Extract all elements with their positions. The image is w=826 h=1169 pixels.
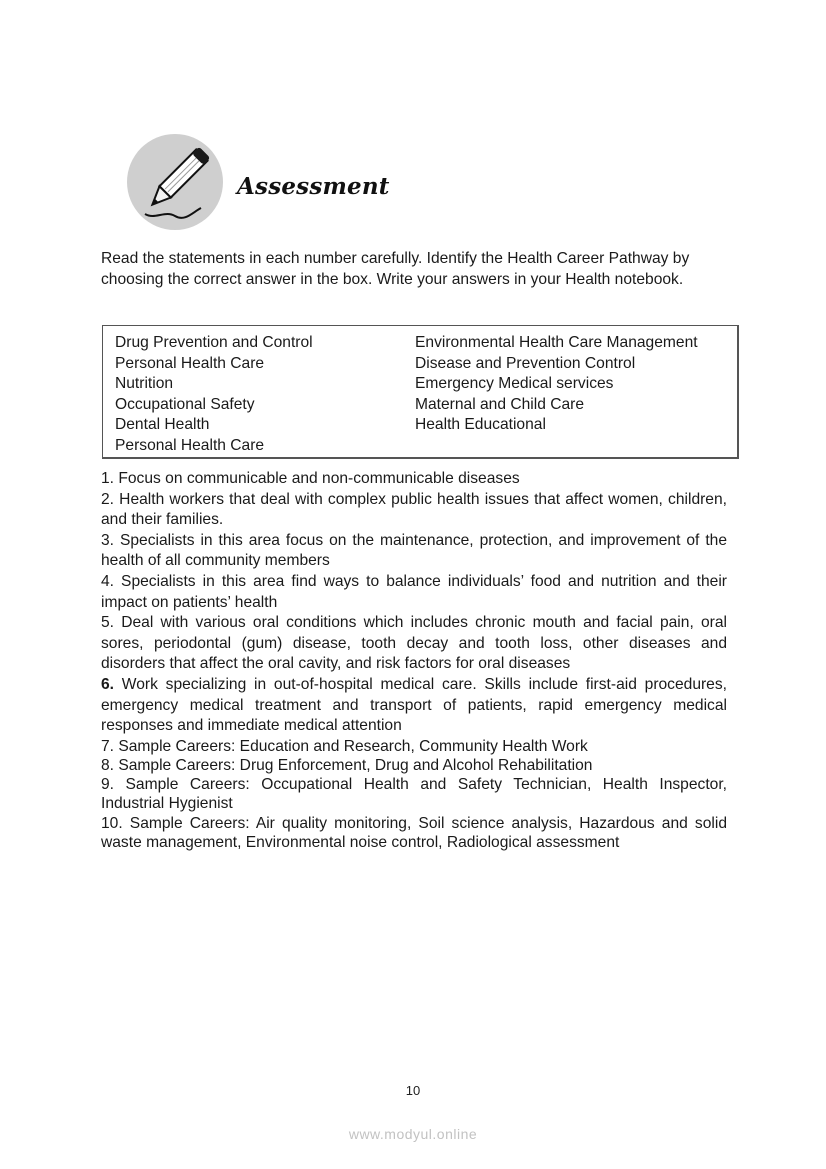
choice-item: Drug Prevention and Control: [115, 334, 313, 351]
choice-item: Personal Health Care: [115, 436, 265, 454]
question-item: [101, 531, 727, 572]
question-number: 3.: [101, 531, 115, 549]
question-item: [101, 675, 727, 737]
question-item: [101, 775, 727, 813]
question-number: 8.: [101, 756, 115, 774]
question-item: [101, 613, 727, 675]
question-text: Deal with various oral conditions which includes chronic mouth and facial pain, oral sores, periodontal (gum) disease, tooth decay and tooth loss, other diseases and disorders that affect the oral cavity, and risk factors for oral diseases: [101, 614, 727, 673]
question-text: Health workers that deal with complex public health issues that affect women, children, and their families.: [101, 490, 727, 529]
question-list: [101, 469, 727, 852]
choice-item: Emergency Medical services: [415, 375, 614, 393]
choice-item: Occupational Safety: [115, 395, 255, 413]
question-item: [101, 737, 727, 756]
section-header: [127, 134, 390, 230]
question-number: 9.: [101, 776, 115, 794]
question-number: 4.: [101, 572, 115, 590]
question-number: 1.: [101, 470, 115, 487]
question-text: Sample Careers: Air quality monitoring, Soil science analysis, Hazardous and solid waste management, Environmental noise control, Radiological assessment: [101, 814, 727, 851]
question-text: Specialists in this area focus on the maintenance, protection, and improvement of the health of all community members: [101, 531, 727, 570]
question-item: [101, 490, 727, 531]
question-number: 2.: [101, 490, 115, 508]
question-item: [101, 756, 727, 775]
question-number: 10.: [101, 814, 123, 832]
choices-right-column: [415, 333, 698, 436]
choice-item: Personal Health Care: [115, 354, 265, 372]
answer-choices-box: [102, 325, 739, 459]
choice-item: Dental Health: [115, 416, 210, 434]
question-number: 5.: [101, 614, 115, 632]
choice-item: Nutrition: [115, 375, 174, 393]
choices-left-column: [115, 333, 313, 457]
choice-item: Health Educational: [415, 416, 546, 434]
choice-item: Maternal and Child Care: [415, 395, 585, 413]
question-number: 6.: [101, 675, 115, 693]
question-number: 7.: [101, 737, 115, 755]
question-item: [101, 814, 727, 852]
page-title: Assessment: [237, 172, 390, 200]
page-number: 10: [405, 1083, 421, 1098]
question-item: [101, 572, 727, 613]
question-text: Sample Careers: Occupational Health and Safety Technician, Health Inspector, Industrial Hygienist: [101, 776, 727, 813]
watermark-text: www.modyul.online: [348, 1126, 478, 1142]
choice-item: Environmental Health Care Management: [415, 334, 698, 351]
question-item: [101, 469, 727, 490]
choice-item: Disease and Prevention Control: [415, 354, 636, 372]
question-text: Sample Careers: Drug Enforcement, Drug and Alcohol Rehabilitation: [114, 756, 593, 774]
question-text: Work specializing in out-of-hospital medical care. Skills include first-aid procedures, emergency medical treatment and transport of patients, rapid emergency medical responses and immediate medical attention: [101, 675, 727, 735]
pencil-icon: [127, 134, 223, 230]
question-text: Sample Careers: Education and Research, Community Health Work: [114, 737, 588, 755]
question-text: Specialists in this area find ways to balance individuals’ food and nutrition and their impact on patients’ health: [101, 572, 727, 611]
question-text: Focus on communicable and non-communicable diseases: [114, 470, 520, 487]
instructions-text: Read the statements in each number carefully. Identify the Health Career Pathway by choosing the correct answer in the box. Write your answers in your Health notebook.: [101, 250, 690, 288]
